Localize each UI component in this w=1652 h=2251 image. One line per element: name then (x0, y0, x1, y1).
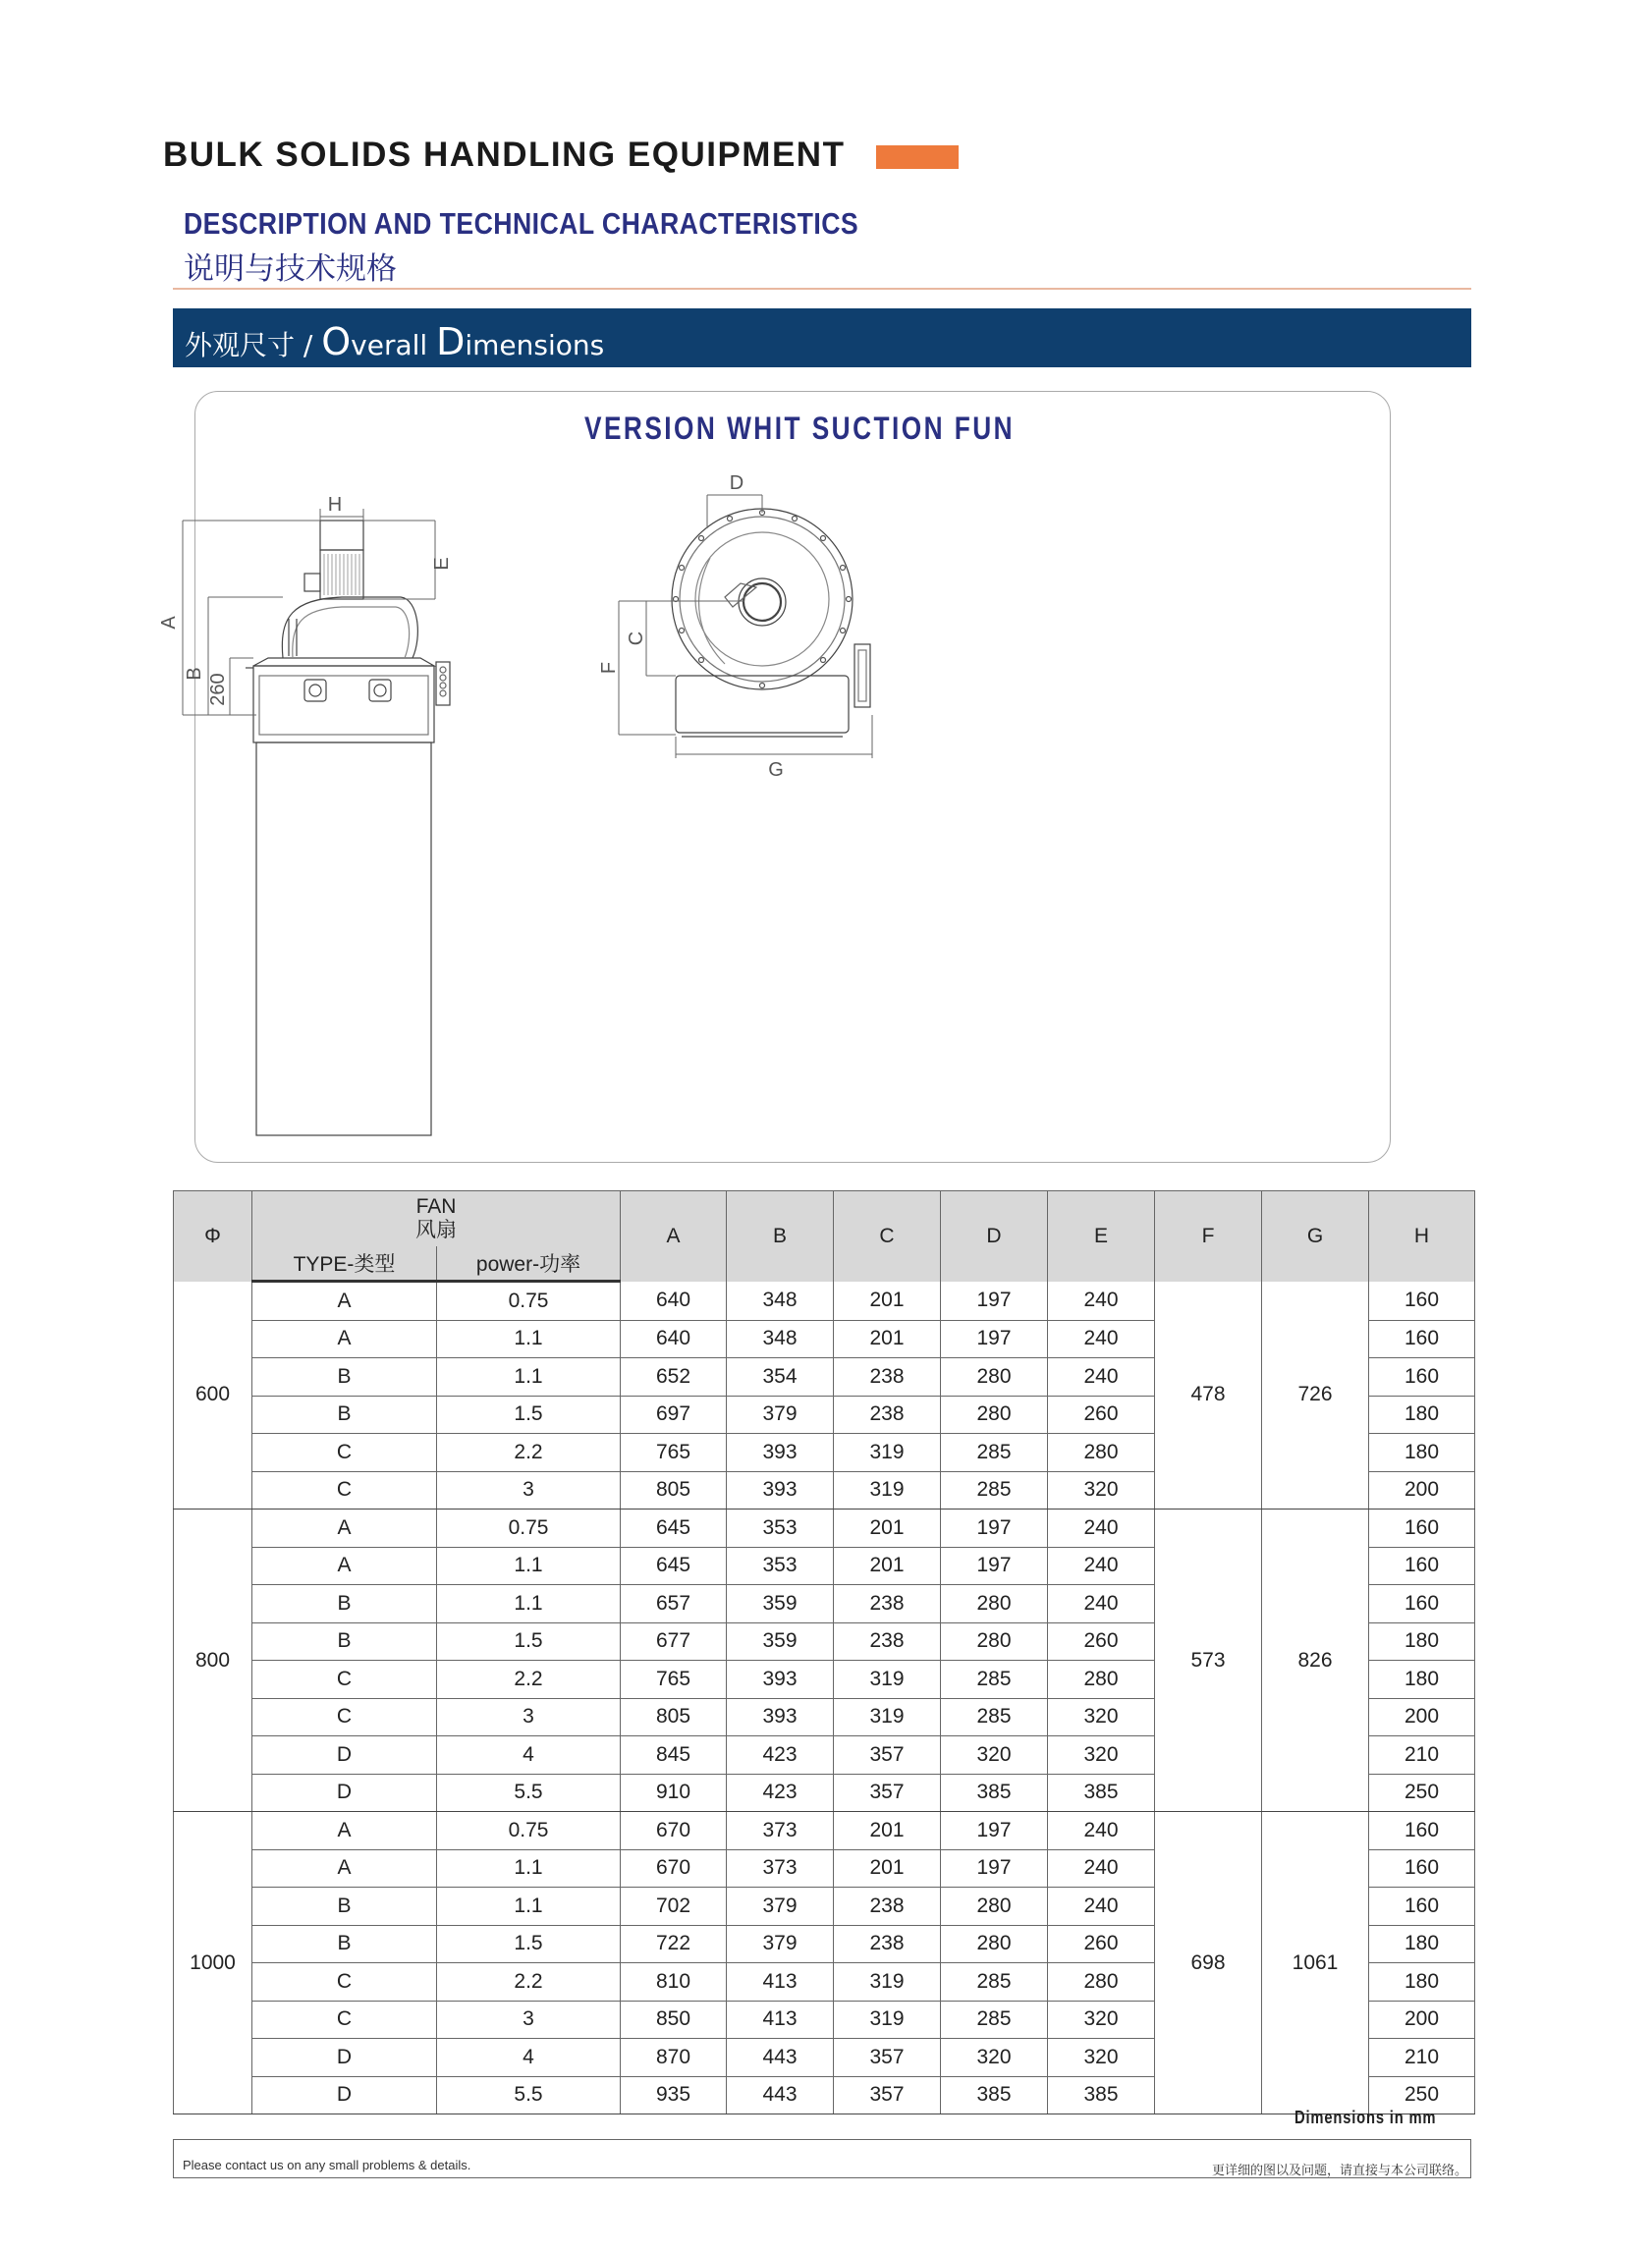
cell-power: 1.5 (437, 1396, 621, 1434)
cell-c: 319 (834, 1698, 941, 1736)
cell-h: 180 (1369, 1434, 1475, 1472)
cell-e: 280 (1048, 1963, 1155, 2002)
cell-power: 1.1 (437, 1585, 621, 1623)
cell-type: A (252, 1282, 437, 1321)
header-f: F (1155, 1191, 1262, 1282)
cell-type: C (252, 1434, 437, 1472)
cell-power: 0.75 (437, 1812, 621, 1850)
section-band (173, 308, 1471, 367)
cell-h: 200 (1369, 1698, 1475, 1736)
cell-h: 160 (1369, 1320, 1475, 1358)
cell-type: B (252, 1622, 437, 1661)
cell-h: 200 (1369, 1471, 1475, 1510)
band-word-verall: verall (351, 329, 437, 361)
dim-label-c: C (626, 631, 647, 646)
header-type: TYPE-类型 (252, 1246, 437, 1282)
cell-power: 1.1 (437, 1547, 621, 1585)
cell-power: 3 (437, 2001, 621, 2039)
cell-h: 160 (1369, 1585, 1475, 1623)
cell-a: 645 (621, 1510, 727, 1548)
cell-h: 210 (1369, 2039, 1475, 2077)
band-letter-d: D (436, 320, 466, 363)
header-g: G (1262, 1191, 1369, 1282)
cell-a: 850 (621, 2001, 727, 2039)
cell-type: B (252, 1888, 437, 1926)
header-a: A (621, 1191, 727, 1282)
cell-c: 319 (834, 1434, 941, 1472)
cell-e: 240 (1048, 1849, 1155, 1888)
cell-b: 393 (727, 1434, 834, 1472)
cell-a: 765 (621, 1661, 727, 1699)
cell-c: 319 (834, 2001, 941, 2039)
dim-label-f: F (598, 661, 620, 675)
cell-e: 240 (1048, 1585, 1155, 1623)
cell-h: 180 (1369, 1925, 1475, 1963)
fan-inlet (739, 578, 786, 626)
dim-label-h: H (327, 494, 343, 516)
cell-b: 443 (727, 2076, 834, 2114)
section-title-cn: 说明与技术规格 (184, 251, 397, 287)
footer-note-en: Please contact us on any small problems & details. (183, 2158, 471, 2172)
cell-h: 160 (1369, 1812, 1475, 1850)
cell-d: 197 (941, 1282, 1048, 1321)
band-title (185, 320, 604, 363)
cell-b: 413 (727, 1963, 834, 2002)
cell-a: 845 (621, 1736, 727, 1775)
cell-f: 698 (1155, 1812, 1262, 2114)
cell-a: 805 (621, 1471, 727, 1510)
cell-type: A (252, 1320, 437, 1358)
cell-b: 379 (727, 1925, 834, 1963)
cell-c: 238 (834, 1622, 941, 1661)
cell-b: 348 (727, 1320, 834, 1358)
cell-power: 4 (437, 2039, 621, 2077)
band-word-imensions: imensions (465, 329, 605, 361)
cell-type: C (252, 1698, 437, 1736)
cell-b: 353 (727, 1547, 834, 1585)
cell-b: 393 (727, 1661, 834, 1699)
cell-h: 160 (1369, 1849, 1475, 1888)
cell-c: 201 (834, 1510, 941, 1548)
cell-c: 201 (834, 1282, 941, 1321)
cell-b: 413 (727, 2001, 834, 2039)
cell-a: 935 (621, 2076, 727, 2114)
cell-b: 443 (727, 2039, 834, 2077)
header-h: H (1369, 1191, 1475, 1282)
cell-c: 201 (834, 1547, 941, 1585)
cell-a: 722 (621, 1925, 727, 1963)
table-row (174, 1282, 1475, 1321)
cell-h: 180 (1369, 1963, 1475, 2002)
cell-d: 285 (941, 1661, 1048, 1699)
cell-type: C (252, 2001, 437, 2039)
title-accent-bar (876, 145, 959, 169)
cell-e: 240 (1048, 1358, 1155, 1397)
cell-e: 320 (1048, 2001, 1155, 2039)
cell-b: 423 (727, 1736, 834, 1775)
cell-c: 238 (834, 1925, 941, 1963)
cell-c: 319 (834, 1471, 941, 1510)
cell-phi: 1000 (174, 1812, 252, 2114)
cell-power: 2.2 (437, 1661, 621, 1699)
cell-d: 280 (941, 1888, 1048, 1926)
cell-h: 160 (1369, 1888, 1475, 1926)
cell-c: 201 (834, 1812, 941, 1850)
cell-type: A (252, 1510, 437, 1548)
band-letter-o: O (321, 320, 352, 363)
cell-d: 285 (941, 1434, 1048, 1472)
cell-d: 197 (941, 1547, 1048, 1585)
cell-d: 285 (941, 1698, 1048, 1736)
header-c: C (834, 1191, 941, 1282)
cell-h: 210 (1369, 1736, 1475, 1775)
cell-e: 320 (1048, 1471, 1155, 1510)
cell-h: 250 (1369, 2076, 1475, 2114)
cell-a: 645 (621, 1547, 727, 1585)
cell-b: 359 (727, 1585, 834, 1623)
cell-type: C (252, 1471, 437, 1510)
dim-label-d: D (729, 472, 744, 494)
cell-e: 280 (1048, 1434, 1155, 1472)
dim-label-b: B (184, 667, 205, 681)
cell-power: 2.2 (437, 1434, 621, 1472)
cell-b: 379 (727, 1888, 834, 1926)
cell-power: 0.75 (437, 1510, 621, 1548)
units-note: Dimensions in mm (1294, 2108, 1437, 2127)
section-title-en: DESCRIPTION AND TECHNICAL CHARACTERISTICS (184, 206, 859, 241)
cell-h: 160 (1369, 1282, 1475, 1321)
cell-e: 385 (1048, 2076, 1155, 2114)
cell-c: 357 (834, 1736, 941, 1775)
cell-type: D (252, 1774, 437, 1812)
dim-label-g: G (768, 759, 784, 781)
technical-drawing (158, 391, 1391, 1163)
cell-e: 320 (1048, 1698, 1155, 1736)
cell-c: 238 (834, 1358, 941, 1397)
cell-c: 238 (834, 1396, 941, 1434)
cell-type: B (252, 1585, 437, 1623)
cell-d: 197 (941, 1812, 1048, 1850)
cell-b: 353 (727, 1510, 834, 1548)
cell-h: 180 (1369, 1622, 1475, 1661)
cell-d: 280 (941, 1585, 1048, 1623)
cell-a: 640 (621, 1320, 727, 1358)
header-fan-cn: 风扇 (415, 1219, 457, 1241)
cell-d: 197 (941, 1849, 1048, 1888)
cell-a: 640 (621, 1282, 727, 1321)
cell-power: 1.1 (437, 1888, 621, 1926)
fan-housing (253, 666, 434, 742)
cell-c: 201 (834, 1320, 941, 1358)
cell-power: 0.75 (437, 1282, 621, 1321)
dim-label-260: 260 (207, 673, 229, 706)
cell-b: 393 (727, 1698, 834, 1736)
section-divider (173, 288, 1471, 290)
cell-a: 670 (621, 1812, 727, 1850)
cell-type: D (252, 2039, 437, 2077)
cell-b: 379 (727, 1396, 834, 1434)
cell-d: 285 (941, 2001, 1048, 2039)
cell-type: C (252, 1661, 437, 1699)
cell-a: 765 (621, 1434, 727, 1472)
header-power: power-功率 (437, 1246, 621, 1282)
cell-power: 1.5 (437, 1622, 621, 1661)
cell-type: D (252, 2076, 437, 2114)
cell-d: 285 (941, 1471, 1048, 1510)
cell-power: 1.5 (437, 1925, 621, 1963)
cell-power: 5.5 (437, 2076, 621, 2114)
cell-b: 373 (727, 1849, 834, 1888)
footer-note-cn: 更详细的图以及问题，请直接与本公司联络。 (1212, 2164, 1468, 2178)
cell-h: 180 (1369, 1661, 1475, 1699)
cell-h: 250 (1369, 1774, 1475, 1812)
spec-table-body (174, 1282, 1475, 2114)
cell-d: 285 (941, 1963, 1048, 2002)
cell-type: B (252, 1925, 437, 1963)
cell-g: 826 (1262, 1510, 1369, 1812)
cell-g: 726 (1262, 1282, 1369, 1510)
cell-a: 670 (621, 1849, 727, 1888)
dim-label-e: E (431, 557, 453, 571)
drawing-title: VERSION WHIT SUCTION FUN (584, 411, 1016, 446)
cell-h: 160 (1369, 1358, 1475, 1397)
cell-d: 197 (941, 1320, 1048, 1358)
cell-d: 197 (941, 1510, 1048, 1548)
cell-c: 201 (834, 1849, 941, 1888)
cell-d: 280 (941, 1925, 1048, 1963)
cell-h: 160 (1369, 1510, 1475, 1548)
cell-type: A (252, 1849, 437, 1888)
cell-a: 810 (621, 1963, 727, 2002)
cell-g: 1061 (1262, 1812, 1369, 2114)
cell-phi: 600 (174, 1282, 252, 1510)
cell-d: 280 (941, 1396, 1048, 1434)
cell-e: 240 (1048, 1888, 1155, 1926)
cell-e: 320 (1048, 1736, 1155, 1775)
cell-b: 359 (727, 1622, 834, 1661)
filter-body (256, 742, 431, 1135)
cell-power: 5.5 (437, 1774, 621, 1812)
cell-c: 319 (834, 1661, 941, 1699)
cell-b: 348 (727, 1282, 834, 1321)
cell-type: B (252, 1396, 437, 1434)
cell-a: 910 (621, 1774, 727, 1812)
cell-e: 280 (1048, 1661, 1155, 1699)
cell-c: 357 (834, 2076, 941, 2114)
cell-a: 697 (621, 1396, 727, 1434)
cell-a: 677 (621, 1622, 727, 1661)
cell-e: 240 (1048, 1510, 1155, 1548)
cell-power: 1.1 (437, 1358, 621, 1397)
cell-type: D (252, 1736, 437, 1775)
cell-h: 180 (1369, 1396, 1475, 1434)
band-prefix: 外观尺寸 / (185, 329, 322, 361)
cell-b: 373 (727, 1812, 834, 1850)
cell-e: 385 (1048, 1774, 1155, 1812)
cell-c: 238 (834, 1585, 941, 1623)
cell-e: 260 (1048, 1622, 1155, 1661)
cell-h: 160 (1369, 1547, 1475, 1585)
cell-e: 260 (1048, 1925, 1155, 1963)
cell-a: 702 (621, 1888, 727, 1926)
cell-e: 240 (1048, 1282, 1155, 1321)
cell-power: 3 (437, 1698, 621, 1736)
cell-power: 4 (437, 1736, 621, 1775)
cell-h: 200 (1369, 2001, 1475, 2039)
cell-a: 657 (621, 1585, 727, 1623)
cell-a: 652 (621, 1358, 727, 1397)
table-row (174, 1812, 1475, 1850)
cell-type: A (252, 1812, 437, 1850)
cell-e: 320 (1048, 2039, 1155, 2077)
cell-d: 280 (941, 1622, 1048, 1661)
cell-f: 478 (1155, 1282, 1262, 1510)
cell-power: 3 (437, 1471, 621, 1510)
page-title: BULK SOLIDS HANDLING EQUIPMENT (163, 136, 846, 174)
cell-d: 280 (941, 1358, 1048, 1397)
fan-scroll (282, 597, 417, 658)
cell-b: 354 (727, 1358, 834, 1397)
fan-base (676, 676, 849, 733)
cell-phi: 800 (174, 1510, 252, 1812)
cell-e: 260 (1048, 1396, 1155, 1434)
cell-d: 385 (941, 1774, 1048, 1812)
cell-power: 1.1 (437, 1320, 621, 1358)
cell-c: 357 (834, 2039, 941, 2077)
cell-d: 385 (941, 2076, 1048, 2114)
header-phi: Φ (174, 1191, 252, 1282)
motor (320, 550, 363, 599)
cell-c: 238 (834, 1888, 941, 1926)
header-b: B (727, 1191, 834, 1282)
cell-power: 1.1 (437, 1849, 621, 1888)
header-e: E (1048, 1191, 1155, 1282)
cell-a: 805 (621, 1698, 727, 1736)
header-d: D (941, 1191, 1048, 1282)
cell-e: 240 (1048, 1812, 1155, 1850)
cell-type: C (252, 1963, 437, 2002)
cell-power: 2.2 (437, 1963, 621, 2002)
cell-d: 320 (941, 1736, 1048, 1775)
cell-type: B (252, 1358, 437, 1397)
cell-c: 319 (834, 1963, 941, 2002)
dim-label-a: A (158, 616, 180, 630)
cell-e: 240 (1048, 1320, 1155, 1358)
cell-c: 357 (834, 1774, 941, 1812)
cell-a: 870 (621, 2039, 727, 2077)
cell-f: 573 (1155, 1510, 1262, 1812)
cell-b: 393 (727, 1471, 834, 1510)
cell-type: A (252, 1547, 437, 1585)
cell-b: 423 (727, 1774, 834, 1812)
table-row (174, 1510, 1475, 1548)
header-fan-en: FAN (415, 1194, 457, 1218)
header-fan (252, 1191, 621, 1247)
cell-e: 240 (1048, 1547, 1155, 1585)
cell-d: 320 (941, 2039, 1048, 2077)
spec-table (173, 1190, 1475, 2114)
